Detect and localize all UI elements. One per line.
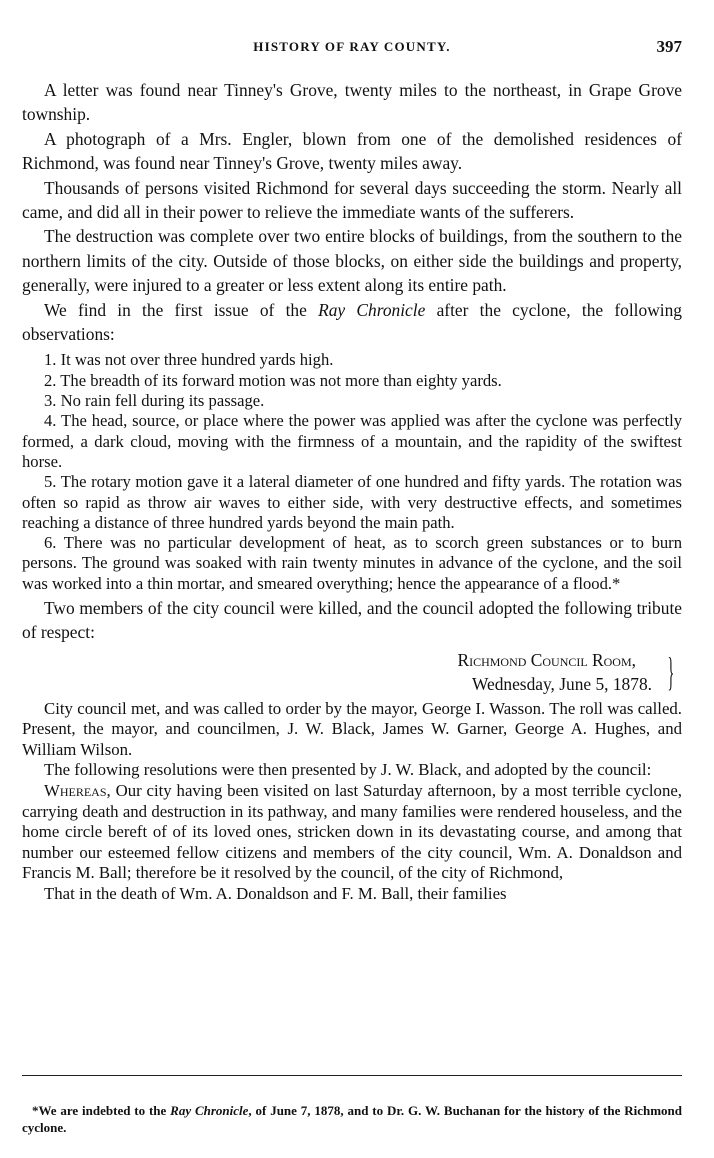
footnote-divider [22,1075,682,1076]
footnote [22,1102,682,1136]
paragraph-letter: A letter was found near Tinney's Grove, twenty miles to the northeast, in Grape Grove township. [22,80,682,125]
running-head: HISTORY OF RAY COUNTY. [253,39,451,54]
council-minutes [22,699,682,905]
council-heading-place: Richmond Council Room, [457,649,636,670]
footnote-after: , of June 7, 1878, and to Dr. G. W. Buchanan for the history of the Richmond cyclone. [22,1103,682,1135]
page-number: 397 [656,37,682,56]
paragraph-chronicle-intro [22,298,682,347]
observation-item: 2. The breadth of its forward motion was not more than eighty yards. [44,370,502,390]
chronicle-title: Ray Chronicle [318,299,426,320]
paragraph-council-intro: Two members of the city council were killed, and the council adopted the following tribute of respect: [22,598,682,643]
council-heading [22,648,682,697]
chronicle-intro-after: after the cyclone, the following observations: [22,299,682,345]
paragraph-photograph: A photograph of a Mrs. Engler, blown from one of the demolished residences of Richmond, was found near Tinney's Grove, twenty miles away. [22,128,682,174]
observation-item: 6. There was no particular development of heat, as to scorch green substances or to burn persons. The ground was soaked with rain twenty minutes in advance of the cyclone, and the soil was worked into a thin mortar, and smeared overything; hence the appearance of a flood.* [22,533,682,593]
chronicle-intro-before: We find in the first issue of the [44,299,319,320]
council-heading-date: Wednesday, June 5, 1878. [471,674,652,695]
observation-item: 1. It was not over three hundred yards high. [44,350,334,370]
observation-item: 3. No rain fell during its passage. [44,391,265,411]
whereas-text: Our city having been visited on last Saturday afternoon, by a most terrible cyclone, carrying death and destruction in its pathway, and many families were rendered houseless, and the home circle bereft of of its loved ones, stricken down in its devastating course, and among that number our esteemed fellow citizens and members of the city council, Wm. A. Donaldson and Francis M. Ball; therefore be it resolved by the council, of the city of Richmond, [22,781,682,883]
footnote-chronicle-title: Ray Chronicle [170,1103,249,1118]
paragraph-destruction: The destruction was complete over two entire blocks of buildings, from the southern to the northern limits of the city. Outside of those blocks, on either side the buildings and property, generally, were injured to a greater or less extent along its entire path. [22,226,682,296]
observations-list [22,350,682,594]
observation-item: 4. The head, source, or place where the power was applied was after the cyclone was perfectly formed, a dark cloud, moving with the firmness of a mountain, and the rapidity of the swiftest horse. [22,411,682,471]
page-body [22,78,682,905]
whereas-lead: Whereas, [44,781,111,801]
paragraph-visitors: Thousands of persons visited Richmond for several days succeeding the storm. Nearly all came, and did all in their power to relieve the immediate wants of the sufferers. [22,177,682,223]
brace-decoration: } [667,648,674,694]
observation-item: 5. The rotary motion gave it a lateral diameter of one hundred and fifty yards. The rotation was often so rapid as throw air waves to either side, with very destructive effects, and sometimes reaching a distance of three hundred yards beyond the main path. [22,472,682,532]
whereas-paragraph [22,781,682,884]
page-header [22,39,682,61]
minutes-paragraph: The following resolutions were then presented by J. W. Black, and adopted by the council: [44,760,652,780]
minutes-paragraph: City council met, and was called to order by the mayor, George I. Wasson. The roll was called. Present, the mayor, and councilmen, J. W. Black, James W. Garner, George A. Hughes, and William Wilson. [22,698,682,759]
resolution-last-line: That in the death of Wm. A. Donaldson and F. M. Ball, their families [44,884,507,903]
footnote-before: *We are indebted to the [32,1103,171,1118]
